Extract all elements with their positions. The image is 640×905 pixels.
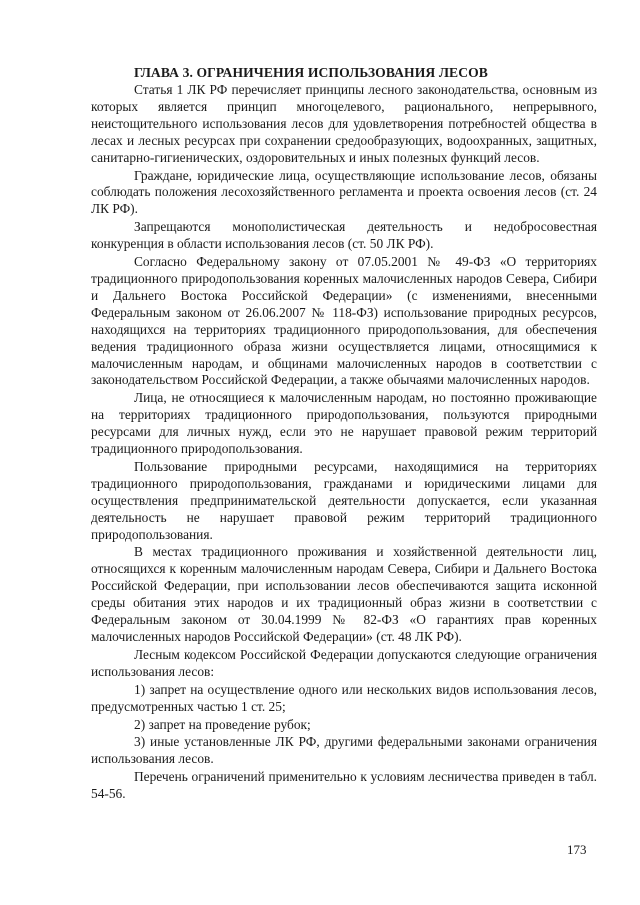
paragraph-entrepreneurship: Пользование природными ресурсами, находящимися на территориях традиционного природопользования, гражданами и юридическими лицами для осуществления предпринимательской деятельности допускается, если указанная деятельность не нарушает правовой режим территорий традиционного природопользования. xyxy=(91,458,597,542)
list-item-restriction-3: 3) иные установленные ЛК РФ, другими федеральными законами ограничения использования лесов. xyxy=(91,734,597,767)
paragraph-monopoly: Запрещаются монополистическая деятельность и недобросовестная конкуренция в области использования лесов (ст. 50 ЛК РФ). xyxy=(91,219,597,252)
chapter-title: ГЛАВА 3. ОГРАНИЧЕНИЯ ИСПОЛЬЗОВАНИЯ ЛЕСОВ xyxy=(134,65,488,80)
list-item-restriction-1: 1) запрет на осуществление одного или нескольких видов использования лесов, предусмотренных частью 1 ст. 25; xyxy=(91,681,597,714)
paragraph-non-indigenous: Лица, не относящиеся к малочисленным народам, но постоянно проживающие на территориях традиционного природопользования, пользуются природными ресурсами для личных нужд, если это не нарушает правовой режим территорий традиционного природопользования. xyxy=(91,390,597,457)
paragraph-federal-law-49: Согласно Федеральному закону от 07.05.2001 № 49-ФЗ «О территориях традиционного природопользования коренных малочисленных народов Севера, Сибири и Дальнего Востока Российской Федерации» (с изменениями, внесенными Федеральным законом от 26.06.2007 № 118-ФЗ) использование природных ресурсов, находящихся на территориях традиционного природопользования, для обеспечения ведения традиционного образа жизни осуществляется лицами, относящимися к малочисленным народам, и общинами малочисленных народов в соответствии с законодательством Российской Федерации, а также обычаями малочисленных народов. xyxy=(91,254,597,388)
paragraph-tables-reference: Перечень ограничений применительно к условиям лесничества приведен в табл. 54-56. xyxy=(91,769,597,802)
page-content xyxy=(91,64,597,804)
paragraph-restrictions-intro: Лесным кодексом Российской Федерации допускаются следующие ограничения использования лесов: xyxy=(91,646,597,679)
page-number: 173 xyxy=(567,842,587,857)
paragraph-traditional-habitat: В местах традиционного проживания и хозяйственной деятельности лиц, относящихся к коренным малочисленным народам Севера, Сибири и Дальнего Востока Российской Федерации, при использовании лесов обеспечиваются защита исконной среды обитания этих народов и их традиционный образ жизни в соответствии с Федеральным законом от 30.04.1999 № 82-ФЗ «О гарантиях прав коренных малочисленных народов Российской Федерации» (ст. 48 ЛК РФ). xyxy=(91,544,597,644)
paragraph-principles: Статья 1 ЛК РФ перечисляет принципы лесного законодательства, основным из которых является принцип многоцелевого, рационального, непрерывного, неистощительного использования лесов для удовлетворения потребностей общества в лесах и лесных ресурсах при сохранении средообразующих, водоохранных, защитных, санитарно-гигиенических, оздоровительных и иных полезных функций лесов. xyxy=(91,82,597,165)
list-item-restriction-2: 2) запрет на проведение рубок; xyxy=(134,716,311,732)
paragraph-obligations: Граждане, юридические лица, осуществляющие использование лесов, обязаны соблюдать положения лесохозяйственного регламента и проекта освоения лесов (ст. 24 ЛК РФ). xyxy=(91,167,597,217)
